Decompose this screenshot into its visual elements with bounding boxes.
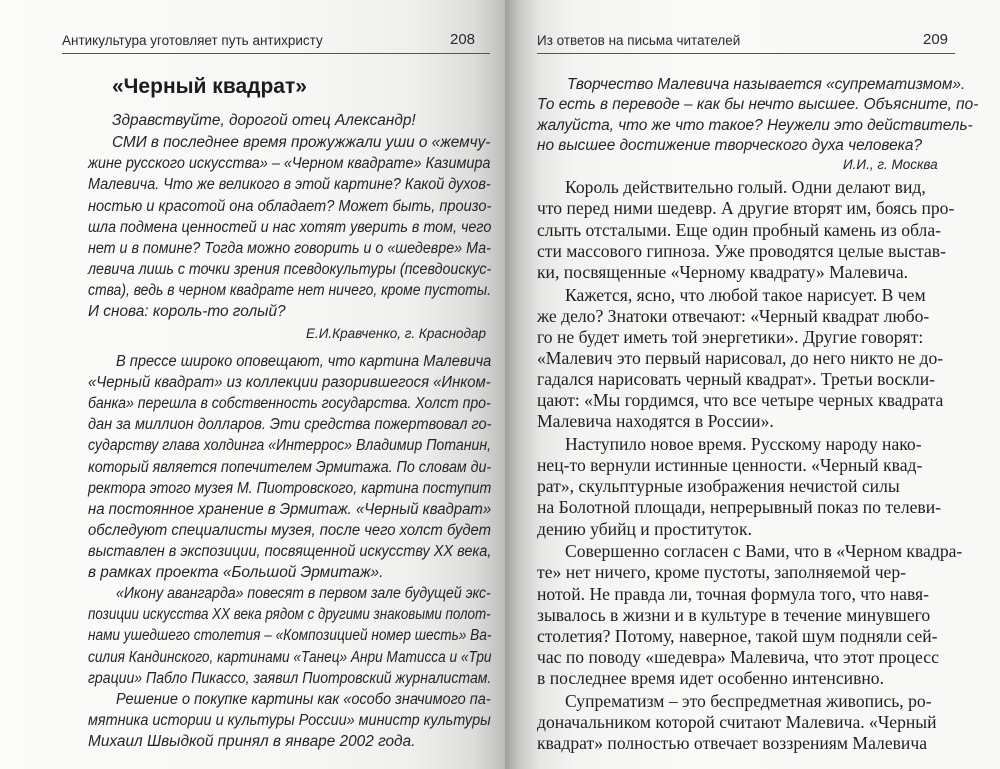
- letter-line: СМИ в последнее время прожужжали уши о «жемчу-: [112, 134, 491, 152]
- header-rule-left: [62, 53, 490, 54]
- body-line: квадрат» полностью отвечает воззрениям Малевича: [537, 733, 928, 753]
- body-line: те» нет ничего, кроме пустоты, заполняемой чер-: [537, 562, 907, 583]
- letter-line: Здравствуйте, дорогой отец Александр!: [112, 112, 416, 130]
- letter-signature: Е.И.Кравченко, г. Краснодар: [306, 325, 487, 341]
- body-line: нами ушедшего столетия – «Композицией номер шесть» Ва-: [88, 627, 492, 645]
- header-rule-right: [537, 53, 955, 54]
- body-line: Совершенно согласен с Вами, что в «Черном квадра-: [565, 541, 963, 562]
- letter-line: шла подмена ценностей и нас хотят уверить в том, чего: [88, 218, 492, 236]
- body-line: который является попечителем Эрмитажа. По словам ди-: [88, 458, 492, 476]
- body-line: позиции искусства XX века рядом с другими знаковыми полот-: [88, 606, 491, 624]
- letter-line: но высшее достижение творческого духа человека?: [537, 136, 923, 154]
- body-line: Король действительно голый. Одни делают вид,: [565, 177, 926, 198]
- letter-signature: И.И., г. Москва: [843, 157, 938, 173]
- letter-line: Творчество Малевича называется «супрематизмом».: [567, 76, 966, 93]
- body-line: выставлен в экспозиции, посвященной искусству XX века,: [88, 542, 492, 560]
- body-line: «Черный квадрат» из коллекции разорившегося «Инком-: [88, 374, 491, 391]
- body-line: час по поводу «шедевра» Малевича, что этот процесс: [537, 646, 939, 667]
- body-line: обследуют специалисты музея, после чего холст будет: [88, 521, 491, 539]
- body-line: банка» перешла в собственность государства. Холст про-: [88, 395, 491, 413]
- body-line: сударству глава холдинга «Интеррос» Владимир Потанин,: [88, 437, 492, 455]
- running-head-right: Из ответов на письма читателей: [537, 33, 741, 48]
- body-line: дан за миллион долларов. Эти средства пожертвовал го-: [88, 416, 492, 434]
- letter-line: То есть в переводе – как бы нечто высшее. Объясните, по-: [537, 96, 979, 114]
- body-line: рат», скульптурные изображения нечистой силы: [537, 476, 900, 497]
- body-line: ки, посвященные «Черному квадрату» Малевича.: [537, 261, 909, 282]
- body-line: го не будет иметь той энергетики». Другие говорят:: [537, 326, 924, 347]
- body-line: Супрематизм – это беспредметная живопись, ро-: [565, 690, 932, 711]
- body-line: «Малевич это первый нарисовал, до него никто не до-: [537, 347, 944, 368]
- body-line: Наступило новое время. Русскому народу нако-: [565, 434, 922, 455]
- article-title: «Черный квадрат»: [112, 75, 307, 98]
- letter-line: левича лишь с точки зрения псевдокультуры (псевдоискус-: [88, 260, 492, 278]
- body-line: нотой. Не правда ли, точная формула того, что навя-: [537, 583, 930, 604]
- page-number-right: 209: [923, 31, 949, 48]
- body-line: гадался нарисовать черный квадрат». Третьи воскли-: [537, 369, 935, 389]
- letter-line: нет и в помине? Тогда можно говорить и о «шедевре» Ма-: [88, 239, 491, 257]
- letter-line: И снова: король-то голый?: [88, 303, 286, 321]
- letter-line: жалуйста, что же что такое? Неужели это действитель-: [537, 116, 973, 134]
- body-line: на постоянное хранение в Эрмитаж. «Черный квадрат»: [88, 500, 492, 518]
- letter-line: ства), ведь в черном квадрате нет ничего, кроме пустоты.: [88, 281, 491, 299]
- body-line: цают: «Мы гордимся, что все четыре черных квадрата: [537, 390, 944, 411]
- body-line: доначальником которой считают Малевича. «Черный: [537, 711, 937, 732]
- body-line: слыть отсталыми. Еще один пробный камень из обла-: [537, 219, 941, 240]
- body-line: что перед ними шедевр. А другие вторят им, боясь про-: [537, 198, 955, 219]
- body-line: в последнее время идет особенно интенсивно.: [537, 668, 884, 688]
- body-line: зывалось в жизни и в культуре в течение минувшего: [537, 604, 931, 625]
- body-line: мятника истории и культуры России» министр культуры: [88, 711, 491, 729]
- body-line: в рамках проекта «Большой Эрмитаж».: [88, 564, 384, 582]
- body-line: «Икону авангарда» повесят в первом зале будущей экс-: [116, 585, 491, 603]
- right-page: [505, 0, 1000, 769]
- body-line: грации» Пабло Пикассо, заявил Пиотровский журналистам.: [88, 669, 492, 687]
- letter-line: Малевича. Что же великого в этой картине? Какой духов-: [88, 176, 491, 194]
- body-line: В прессе широко оповещают, что картина Малевича: [116, 352, 492, 370]
- letter-line: ностью и красотой она обладает? Может быть, произо-: [88, 197, 492, 215]
- body-line: же дело? Знатоки отвечают: «Черный квадрат любо-: [537, 305, 930, 326]
- body-line: на Болотной площади, непрерывный показ по телеви-: [537, 497, 942, 518]
- body-line: Малевича находятся в России».: [537, 411, 774, 432]
- body-line: Кажется, ясно, что любой такое нарисует. В чем: [565, 284, 926, 305]
- body-line: сти массового гипноза. Уже проводятся целые выстав-: [537, 240, 946, 261]
- body-line: ректора этого музея М. Пиотровского, картина поступит: [88, 479, 492, 497]
- body-line: силия Кандинского, картинами «Танец» Анри Матисса и «Три: [88, 648, 492, 666]
- body-line: Решение о покупке картины как «особо значимого па-: [116, 690, 491, 708]
- body-line: дению убийц и проституток.: [537, 518, 752, 539]
- running-head-left: Антикультура уготовляет путь антихристу: [62, 33, 323, 48]
- body-line: Михаил Швыдкой принял в январе 2002 года.: [88, 733, 416, 750]
- body-line: нец-то вернули истинные ценности. «Черный квад-: [537, 455, 923, 476]
- page-number-left: 208: [450, 31, 476, 48]
- letter-line: жине русского искусства» – «Черном квадрате» Казимира: [88, 155, 491, 173]
- body-line: столетия? Потому, наверное, такой шум подняли сей-: [537, 625, 938, 646]
